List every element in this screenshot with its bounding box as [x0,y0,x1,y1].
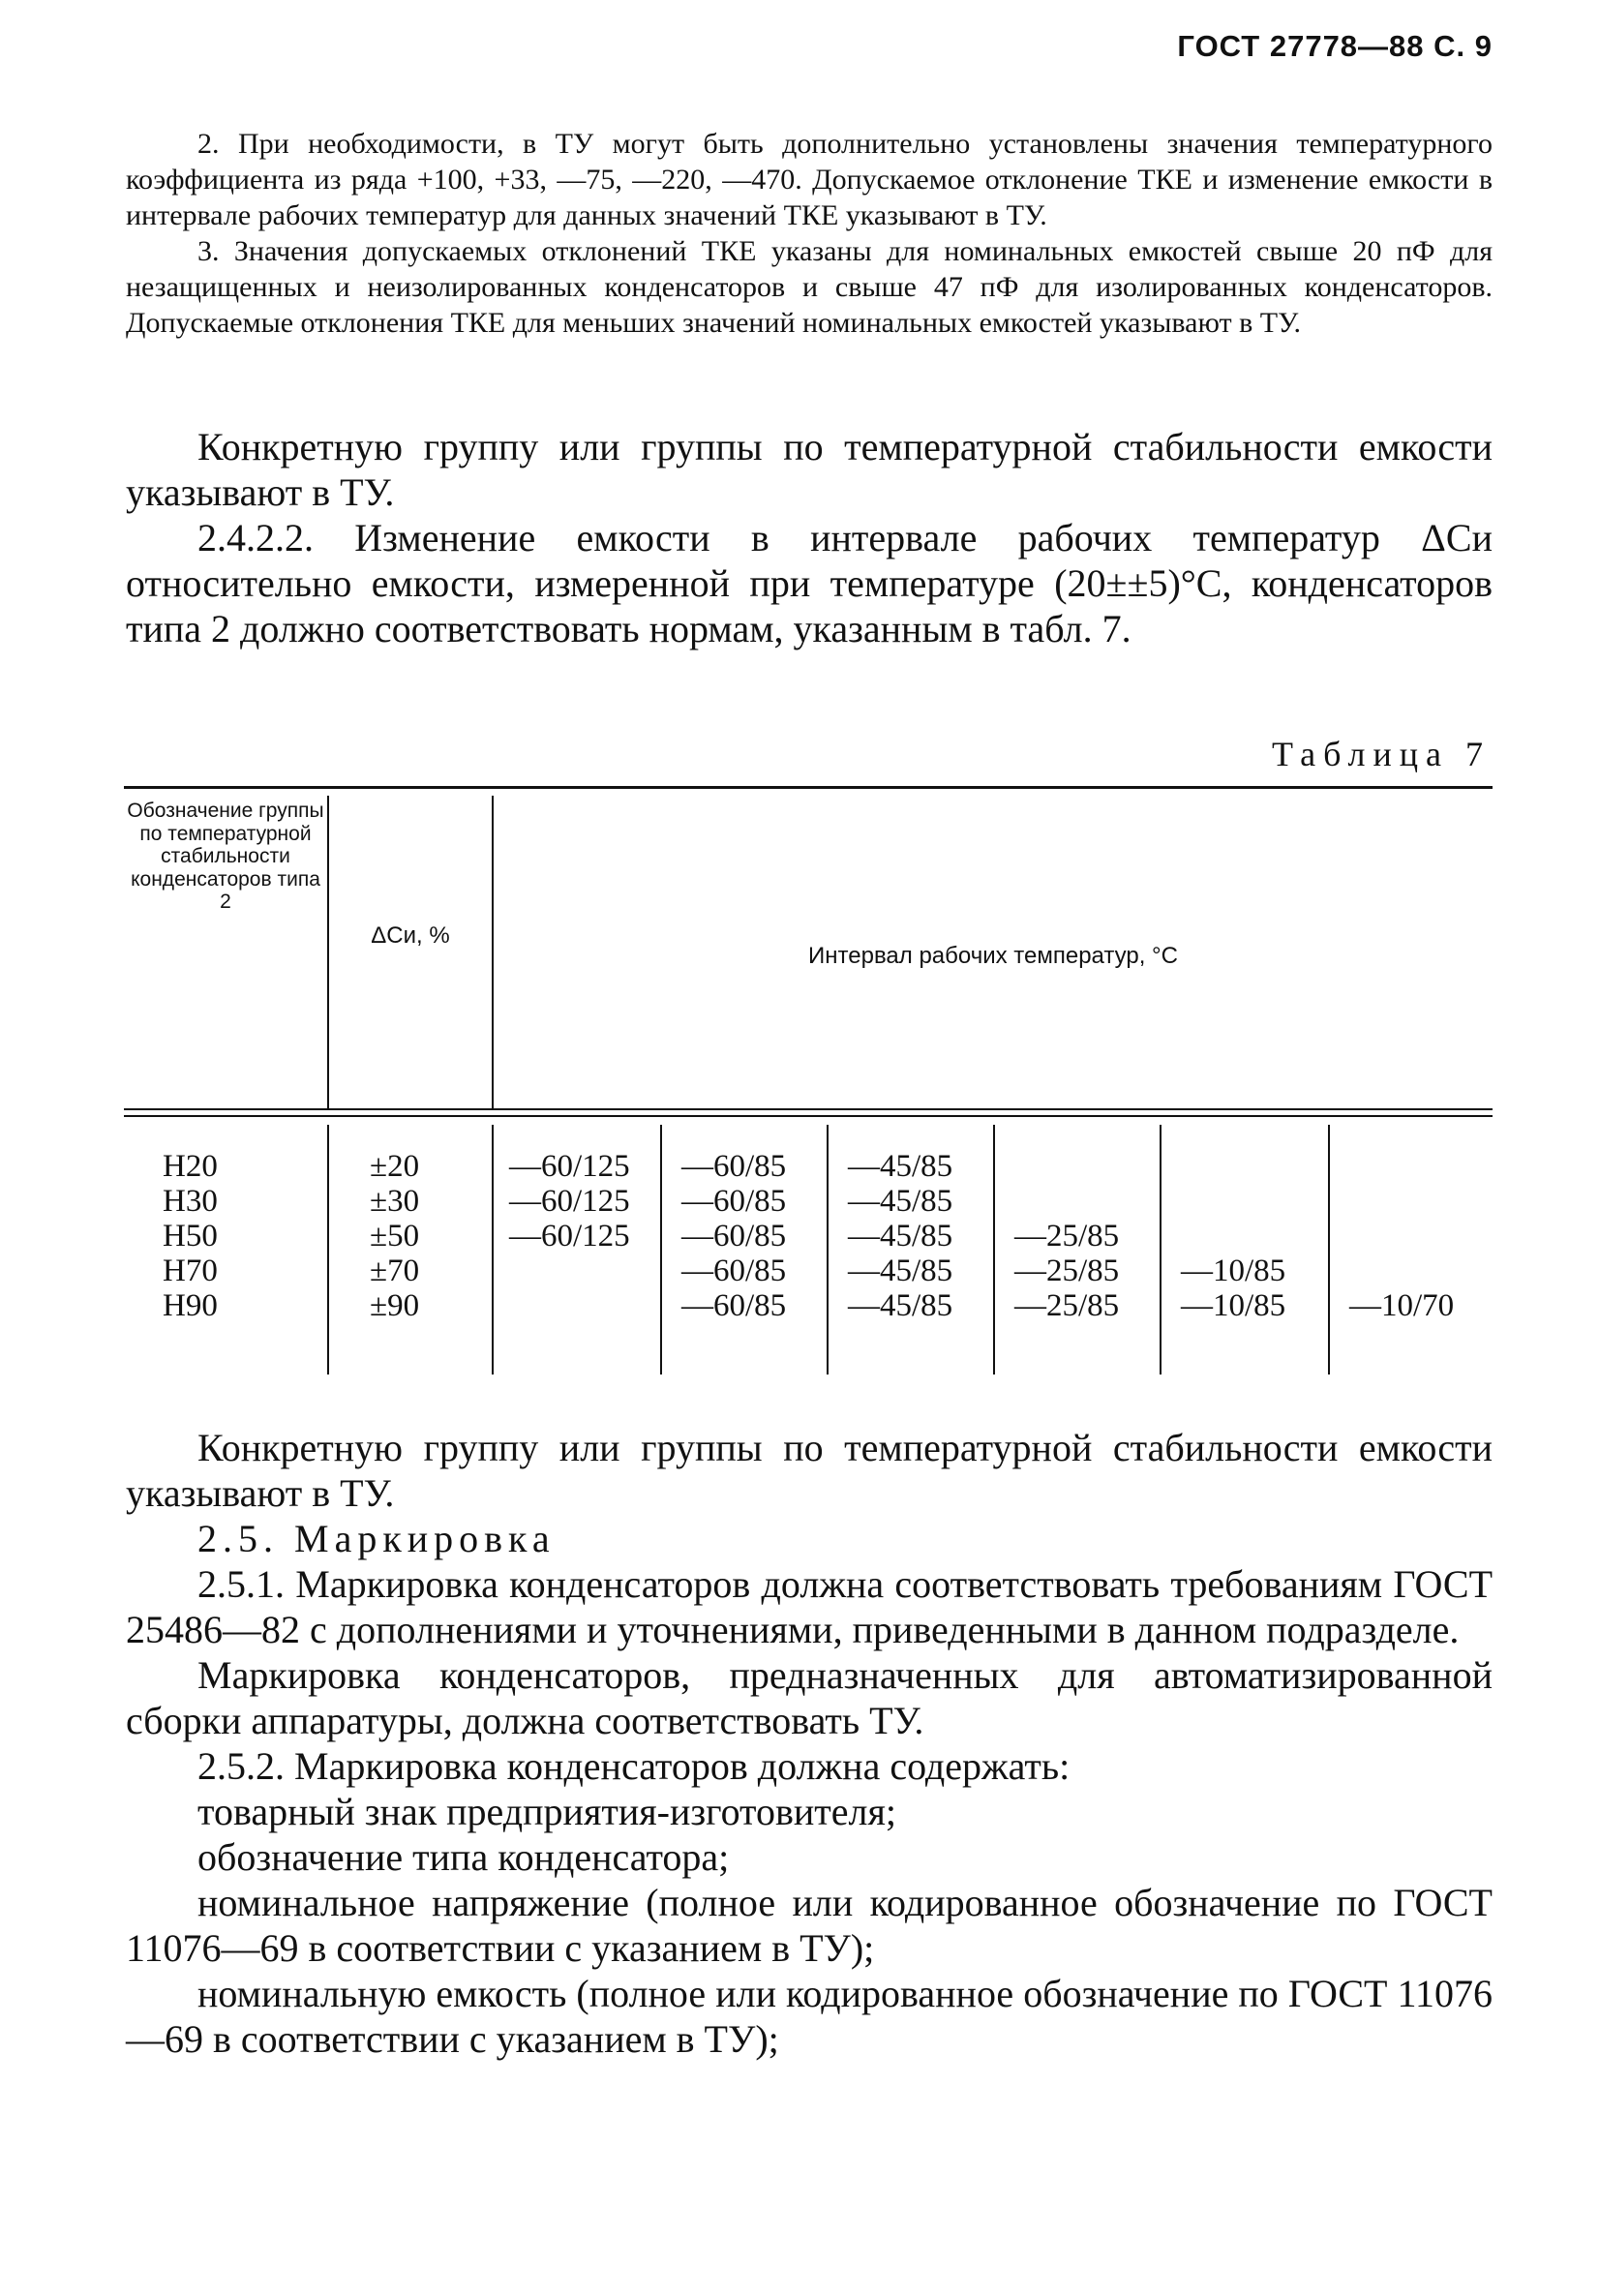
marking-item: номинальное напряжение (полное или кодированное обозначение по ГОСТ 11076—69 в соответствии с указанием в ТУ); [126,1881,1493,1970]
interval-cell: —45/85 [848,1219,953,1254]
group-cell: Н30 [163,1184,218,1219]
paragraph-2-5-2: 2.5.2. Маркировка конденсаторов должна содержать: [197,1744,1071,1788]
marking-item: обозначение типа конденсатора; [197,1835,730,1879]
group-column [163,1149,317,1323]
interval-cell: —10/85 [1181,1288,1286,1323]
table-notes [126,126,1493,341]
col-divider [492,1125,494,1375]
header-rule-1 [124,1108,1493,1110]
delta-column [370,1149,486,1323]
running-header: ГОСТ 27778—88 С. 9 [1177,29,1493,63]
body-lower [126,1425,1493,2062]
header-divider-1 [327,796,329,1110]
paragraph-group-1: Конкретную группу или группы по температурной стабильности емкости указывают в ТУ. [126,425,1493,514]
interval-cell [1181,1219,1345,1254]
interval-cell [509,1254,674,1288]
group-cell: Н70 [163,1254,218,1288]
interval-column-2 [681,1149,846,1323]
interval-cell [1014,1149,1179,1184]
interval-cell [1181,1149,1345,1184]
section-heading-2-5: 2.5. Маркировка [197,1517,556,1560]
paragraph-2-4-2-2: 2.4.2.2. Изменение емкости в интервале рабочих температур ΔCи относительно емкости, измеренной при температуре (20±±5)°С, конденсаторов типа 2 должно соответствовать нормам, указанным в табл. 7. [126,516,1493,650]
interval-cell [1181,1184,1345,1219]
interval-cell [1349,1149,1514,1184]
interval-cell: —45/85 [848,1254,953,1288]
group-cell: Н50 [163,1219,218,1254]
note-2: 2. При необходимости, в ТУ могут быть дополнительно установлены значения температурного коэффициента из ряда +100, +33, —75, —220, —470. Допускаемое отклонение ТКЕ и изменение емкости в интервале рабочих температур для данных значений ТКЕ указывают в ТУ. [126,128,1493,231]
interval-cell: —10/85 [1181,1254,1286,1288]
paragraph-group-2: Конкретную группу или группы по температурной стабильности емкости указывают в ТУ. [126,1426,1493,1515]
interval-cell [1014,1184,1179,1219]
header-interval: Интервал рабочих температур, °С [808,943,1178,969]
interval-cell: —60/85 [681,1288,787,1323]
table-top-rule [124,786,1493,789]
header-delta: ΔCи, % [371,922,450,949]
interval-cell: —60/85 [681,1149,787,1184]
interval-cell: —25/85 [1014,1219,1120,1254]
delta-cell: ±50 [370,1219,420,1254]
delta-cell: ±20 [370,1149,420,1184]
interval-cell: —60/125 [509,1184,630,1219]
interval-cell [1349,1219,1514,1254]
delta-cell: ±30 [370,1184,420,1219]
table-caption: Таблица 7 [1272,735,1491,773]
interval-column-1 [509,1149,674,1323]
interval-cell: —45/85 [848,1288,953,1323]
interval-cell: —45/85 [848,1149,953,1184]
delta-cell: ±70 [370,1254,420,1288]
interval-cell [1349,1184,1514,1219]
interval-cell: —25/85 [1014,1254,1120,1288]
delta-cell: ±90 [370,1288,420,1323]
body-upper [126,424,1493,651]
group-cell: Н20 [163,1149,218,1184]
interval-cell: —60/125 [509,1149,630,1184]
header-group: Обозначение группы по температурной стабильности конденсаторов типа 2 [127,800,324,913]
interval-cell: —10/70 [1349,1288,1455,1323]
group-cell: Н90 [163,1288,218,1323]
interval-cell: —60/85 [681,1254,787,1288]
interval-column-4 [1014,1149,1179,1323]
table-7 [124,786,1493,1376]
note-3: 3. Значения допускаемых отклонений ТКЕ указаны для номинальных емкостей свыше 20 пФ для незащищенных и неизолированных конденсаторов и свыше 47 пФ для изолированных конденсаторов. Допускаемые отклонения ТКЕ для меньших значений номинальных емкостей указывают в ТУ. [126,235,1493,339]
paragraph-2-5-1b: Маркировка конденсаторов, предназначенных для автоматизированной сборки аппаратуры, должна соответствовать ТУ. [126,1653,1493,1742]
marking-item: товарный знак предприятия-изготовителя; [197,1790,896,1833]
paragraph-2-5-1: 2.5.1. Маркировка конденсаторов должна соответствовать требованиям ГОСТ 25486—82 с дополнениями и уточнениями, приведенными в данном подразделе. [126,1562,1493,1651]
interval-column-6 [1349,1149,1514,1323]
col-divider [327,1125,329,1375]
marking-item: номинальную емкость (полное или кодированное обозначение по ГОСТ 11076—69 в соответствии с указанием в ТУ); [126,1972,1493,2061]
interval-column-5 [1181,1149,1345,1323]
interval-cell [1349,1254,1514,1288]
interval-column-3 [848,1149,1012,1323]
interval-cell: —60/85 [681,1184,787,1219]
interval-cell: —25/85 [1014,1288,1120,1323]
interval-cell [509,1288,674,1323]
interval-cell: —45/85 [848,1184,953,1219]
interval-cell: —60/125 [509,1219,630,1254]
header-rule-2 [124,1115,1493,1117]
interval-cell: —60/85 [681,1219,787,1254]
